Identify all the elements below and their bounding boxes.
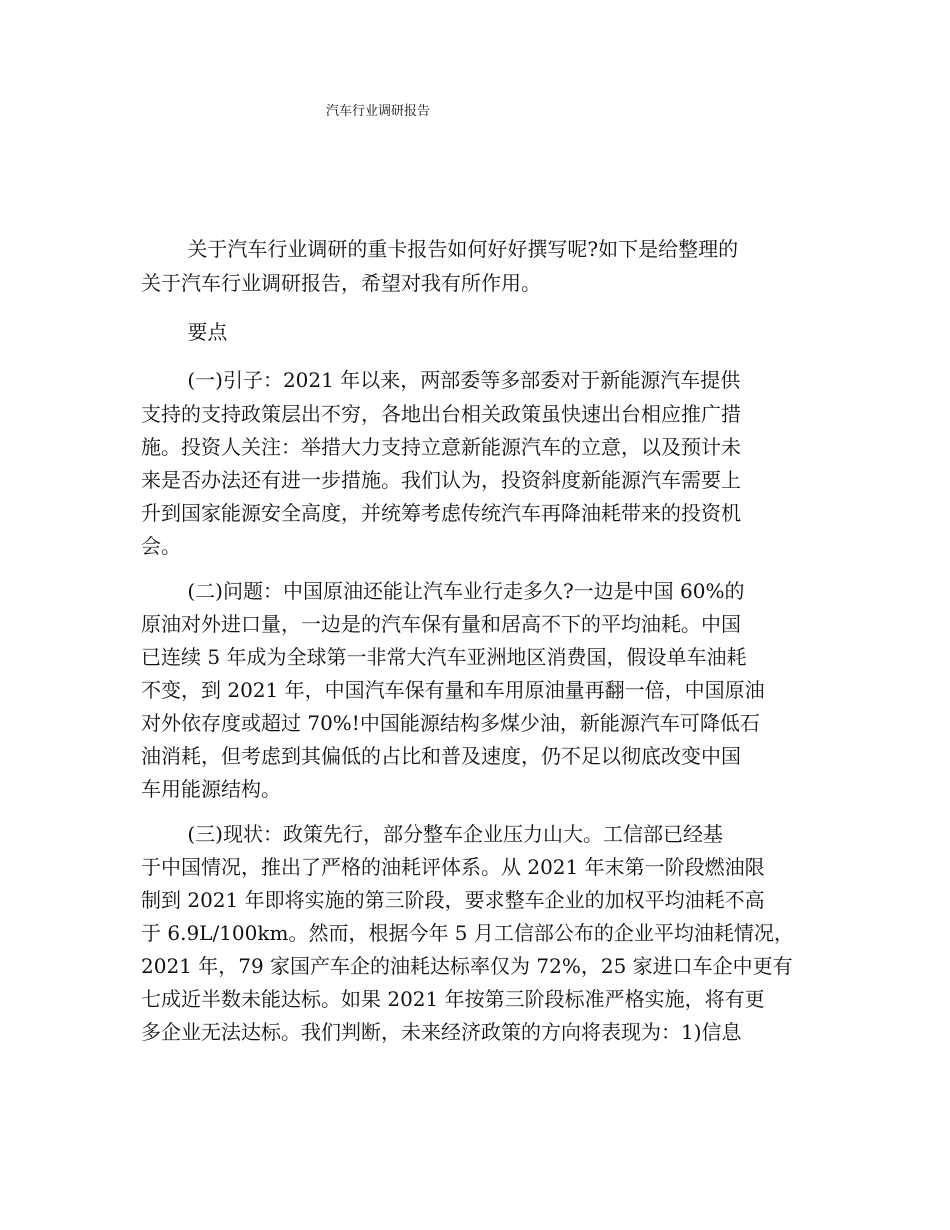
- paragraph-line: 升到国家能源安全高度，并统筹考虑传统汽车再降油耗带来的投资机: [141, 501, 741, 525]
- paragraph-line: 关于汽车行业调研报告，希望对我有所作用。: [141, 271, 541, 295]
- paragraph-line: 施。投资人关注：举措大力支持立意新能源汽车的立意，以及预计未: [141, 435, 741, 459]
- paragraph-line: 不变，到 2021 年，中国汽车保有量和车用原油量再翻一倍，中国原油: [141, 678, 765, 702]
- paragraph-line: 支持的支持政策层出不穷，各地出台相关政策虽快速出台相应推广措: [141, 402, 741, 426]
- paragraph-line: 已连续 5 年成为全球第一非常大汽车亚洲地区消费国，假设单车油耗: [141, 645, 747, 669]
- paragraph-line: 于中国情况，推出了严格的油耗评体系。从 2021 年末第一阶段燃油限: [141, 855, 765, 879]
- section-heading: 要点: [141, 320, 228, 344]
- page-header-title: 汽车行业调研报告: [326, 104, 431, 119]
- paragraph-line: 会。: [141, 534, 181, 558]
- paragraph-line: 多企业无法达标。我们判断，未来经济政策的方向将表现为：1)信息: [141, 1020, 742, 1044]
- paragraph-line: 制到 2021 年即将实施的第三阶段，要求整车企业的加权平均油耗不高: [141, 888, 765, 912]
- paragraph-line: 2021 年，79 家国产车企的油耗达标率仅为 72%，25 家进口车企中更有: [141, 954, 793, 978]
- paragraph-line: 于 6.9L/100km。然而，根据今年 5 月工信部公布的企业平均油耗情况，: [141, 921, 794, 945]
- paragraph-line: (一)引子：2021 年以来，两部委等多部委对于新能源汽车提供: [141, 368, 741, 392]
- paragraph-line: 油消耗，但考虑到其偏低的占比和普及速度，仍不足以彻底改变中国: [141, 744, 741, 768]
- paragraph-line: 对外依存度或超过 70%!中国能源结构多煤少油，新能源汽车可降低石: [141, 711, 760, 735]
- paragraph-line: 原油对外进口量，一边是的汽车保有量和居高不下的平均油耗。中国: [141, 612, 741, 636]
- paragraph-line: 来是否办法还有进一步措施。我们认为，投资斜度新能源汽车需要上: [141, 468, 741, 492]
- paragraph-line: 七成近半数未能达标。如果 2021 年按第三阶段标准严格实施，将有更: [141, 987, 765, 1011]
- paragraph-line: 关于汽车行业调研的重卡报告如何好好撰写呢?如下是给整理的: [141, 237, 739, 261]
- paragraph-line: (二)问题：中国原油还能让汽车业行走多久?一边是中国 60%的: [141, 579, 745, 603]
- paragraph-line: (三)现状：政策先行，部分整车企业压力山大。工信部已经基: [141, 822, 723, 846]
- paragraph-line: 车用能源结构。: [141, 777, 281, 801]
